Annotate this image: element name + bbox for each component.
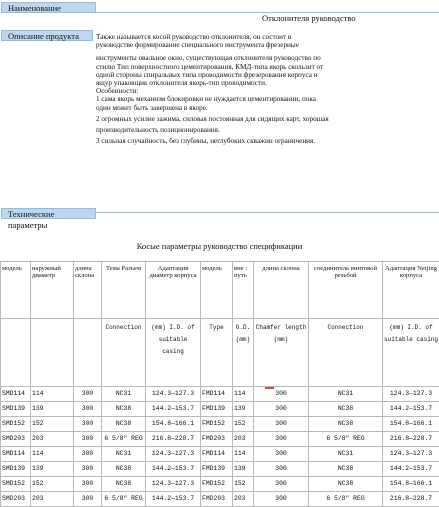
table-cell: NC38 bbox=[309, 402, 383, 417]
table-cell: 203 bbox=[233, 492, 254, 507]
table-unit-cell: (mm) I.D. of suitable casing bbox=[383, 319, 439, 387]
description-line: руководстве формирование специального инструмента фрезерные bbox=[96, 41, 436, 49]
table-cell: 124.3—127.3 bbox=[146, 447, 201, 462]
table-cell: NC31 bbox=[309, 387, 383, 402]
table-cell: 203 bbox=[31, 492, 74, 507]
table-header-cell: Адаптация Neijing корпуса bbox=[383, 262, 439, 319]
table-cell: FMD203 bbox=[201, 432, 233, 447]
table-header-cell: вне : путь bbox=[233, 262, 254, 319]
feature-line: 3 сильная случайность, без глубины, неглубоких скважин ограничения. bbox=[96, 137, 436, 145]
feature-line: 2 огромных усилие зажима, силовая постоянная для сидящих карт, хорошая bbox=[96, 115, 436, 123]
table-cell: 114 bbox=[31, 447, 74, 462]
table-header-cell: длина склона bbox=[254, 262, 309, 319]
table-cell: 300 bbox=[74, 417, 102, 432]
table-cell: SMD203 bbox=[1, 492, 31, 507]
table-unit-cell: (mm) I.D. of suitable casing bbox=[146, 319, 201, 387]
table-row bbox=[1, 462, 439, 477]
table-cell: 300 bbox=[254, 492, 309, 507]
table-cell: 300 bbox=[254, 417, 309, 432]
table-cell: FMD114 bbox=[201, 387, 233, 402]
table-unit-cell: Connection bbox=[309, 319, 383, 387]
table-cell: 6 5/8" REG bbox=[309, 432, 383, 447]
table-cell: 300 bbox=[74, 447, 102, 462]
table-row bbox=[1, 417, 439, 432]
table-cell: NC38 bbox=[102, 417, 146, 432]
table-cell: 144.2—153.7 bbox=[146, 492, 201, 507]
table-header-cell: модель bbox=[201, 262, 233, 319]
spec-table-body bbox=[1, 387, 439, 507]
product-description bbox=[96, 33, 436, 145]
feature-line: один может быть завершена в якоре. bbox=[96, 104, 436, 112]
table-cell: NC38 bbox=[102, 462, 146, 477]
table-unit-cell: O.D. (mm) bbox=[233, 319, 254, 387]
table-cell: 203 bbox=[31, 432, 74, 447]
description-line: инструменты овальное окно, существующая отклонителя руководство по bbox=[96, 54, 436, 62]
name-section-header bbox=[1, 2, 96, 13]
table-cell: SMD114 bbox=[1, 387, 31, 402]
table-cell: SMD152 bbox=[1, 417, 31, 432]
table-cell: 152 bbox=[31, 477, 74, 492]
table-cell: 6 5/8" REG bbox=[102, 432, 146, 447]
product-title: Отклонителя руководство bbox=[262, 13, 356, 23]
table-cell: NC38 bbox=[102, 477, 146, 492]
table-cell: SMD114 bbox=[1, 447, 31, 462]
table-cell: 114 bbox=[31, 387, 74, 402]
table-header-row bbox=[1, 262, 439, 319]
spec-table bbox=[0, 261, 439, 507]
table-header-cell: соединитель винтовой резьбой bbox=[309, 262, 383, 319]
table-cell: 154.8—166.1 bbox=[146, 417, 201, 432]
table-cell: 124.3—127.3 bbox=[383, 447, 439, 462]
table-header-cell: Тема Разъем bbox=[102, 262, 146, 319]
feature-line: 1 сама якорь механизм блокировки не нуждается цементировании, пока bbox=[96, 95, 436, 103]
table-cell: 124.3—127.3 bbox=[383, 387, 439, 402]
table-cell: 203 bbox=[233, 432, 254, 447]
table-cell: FMD203 bbox=[201, 492, 233, 507]
table-cell: 154.8—166.1 bbox=[383, 417, 439, 432]
table-header-cell: наружный диаметр bbox=[31, 262, 74, 319]
table-cell: 144.2—153.7 bbox=[383, 462, 439, 477]
table-cell: 300 bbox=[254, 432, 309, 447]
table-cell: 152 bbox=[233, 477, 254, 492]
description-line: ящур упаковщик отклонителя якорь-тип проводимости. bbox=[96, 79, 436, 87]
feature-line: производительность позиционирования. bbox=[96, 126, 436, 134]
table-cell: NC31 bbox=[309, 447, 383, 462]
table-unit-cell: Type bbox=[201, 319, 233, 387]
table-unit-cell bbox=[74, 319, 102, 387]
table-cell: 216.8—228.7 bbox=[383, 492, 439, 507]
tech-section-rule bbox=[96, 212, 439, 213]
table-cell: 216.8—228.7 bbox=[146, 432, 201, 447]
table-cell: FMD139 bbox=[201, 402, 233, 417]
table-cell: 139 bbox=[233, 402, 254, 417]
table-row bbox=[1, 432, 439, 447]
table-cell: NC38 bbox=[309, 477, 383, 492]
table-cell: NC38 bbox=[102, 402, 146, 417]
table-cell: 114 bbox=[233, 447, 254, 462]
table-row bbox=[1, 402, 439, 417]
table-cell: SMD152 bbox=[1, 477, 31, 492]
table-cell: NC38 bbox=[309, 417, 383, 432]
tech-section-header bbox=[1, 208, 96, 219]
table-cell: 300 bbox=[74, 432, 102, 447]
table-unit-row bbox=[1, 319, 439, 387]
table-cell: 300 bbox=[254, 462, 309, 477]
table-row bbox=[1, 447, 439, 462]
table-cell: 144.2—153.7 bbox=[146, 402, 201, 417]
table-cell: 6 5/8" REG bbox=[309, 492, 383, 507]
table-cell: 154.8—166.1 bbox=[383, 477, 439, 492]
table-cell: 6 5/8" REG bbox=[102, 492, 146, 507]
spec-title: Косые параметры руководство спецификации bbox=[0, 241, 439, 251]
table-cell: FMD152 bbox=[201, 417, 233, 432]
table-unit-cell: Chamfer length (mm) bbox=[254, 319, 309, 387]
table-cell: 300 bbox=[254, 387, 309, 402]
table-unit-cell bbox=[31, 319, 74, 387]
table-cell: 300 bbox=[74, 477, 102, 492]
table-cell: 114 bbox=[233, 387, 254, 402]
description-line: Также называется косой руководство отклонителя, он состоит в bbox=[96, 33, 436, 41]
red-marker-icon bbox=[265, 387, 274, 389]
tech-section-label: Технические параметры bbox=[8, 209, 54, 230]
description-line: одной стороны спиральных типа проводимости фрезерования корпуса и bbox=[96, 71, 436, 79]
table-cell: 139 bbox=[31, 402, 74, 417]
table-row bbox=[1, 387, 439, 402]
description-line: стилю Тип поверхностного цементирования, КМД-типа якорь скользит от bbox=[96, 63, 436, 71]
table-cell: NC38 bbox=[309, 462, 383, 477]
table-cell: NC31 bbox=[102, 447, 146, 462]
table-cell: SMD203 bbox=[1, 432, 31, 447]
table-header-cell: модель bbox=[1, 262, 31, 319]
table-cell: 300 bbox=[254, 447, 309, 462]
table-unit-cell bbox=[1, 319, 31, 387]
table-row bbox=[1, 492, 439, 507]
table-cell: 300 bbox=[74, 402, 102, 417]
table-unit-cell: Connection bbox=[102, 319, 146, 387]
name-section-label: Наименование bbox=[8, 3, 61, 13]
table-cell: 144.2—153.7 bbox=[146, 462, 201, 477]
table-row bbox=[1, 477, 439, 492]
table-cell: 152 bbox=[233, 417, 254, 432]
table-header-cell: длина склона bbox=[74, 262, 102, 319]
table-cell: NC31 bbox=[102, 387, 146, 402]
description-section-label: Описание продукта bbox=[8, 31, 79, 41]
table-cell: SMD139 bbox=[1, 402, 31, 417]
table-cell: 300 bbox=[74, 462, 102, 477]
table-cell: 124.3—127.3 bbox=[146, 387, 201, 402]
table-cell: 216.8—228.7 bbox=[383, 432, 439, 447]
table-cell: 300 bbox=[74, 492, 102, 507]
table-cell: 152 bbox=[31, 417, 74, 432]
table-cell: FMD139 bbox=[201, 462, 233, 477]
table-cell: 300 bbox=[254, 477, 309, 492]
table-cell: SMD139 bbox=[1, 462, 31, 477]
table-cell: 300 bbox=[254, 402, 309, 417]
table-cell: FMD152 bbox=[201, 477, 233, 492]
features-heading: Особенности: bbox=[96, 87, 436, 95]
table-header-cell: Адаптация диаметр корпуса bbox=[146, 262, 201, 319]
table-cell: 139 bbox=[31, 462, 74, 477]
table-cell: 139 bbox=[233, 462, 254, 477]
table-cell: 124.3—127.3 bbox=[146, 477, 201, 492]
description-section-header bbox=[1, 30, 93, 41]
table-cell: 144.2—153.7 bbox=[383, 402, 439, 417]
table-cell: FMD114 bbox=[201, 447, 233, 462]
table-cell: 300 bbox=[74, 387, 102, 402]
